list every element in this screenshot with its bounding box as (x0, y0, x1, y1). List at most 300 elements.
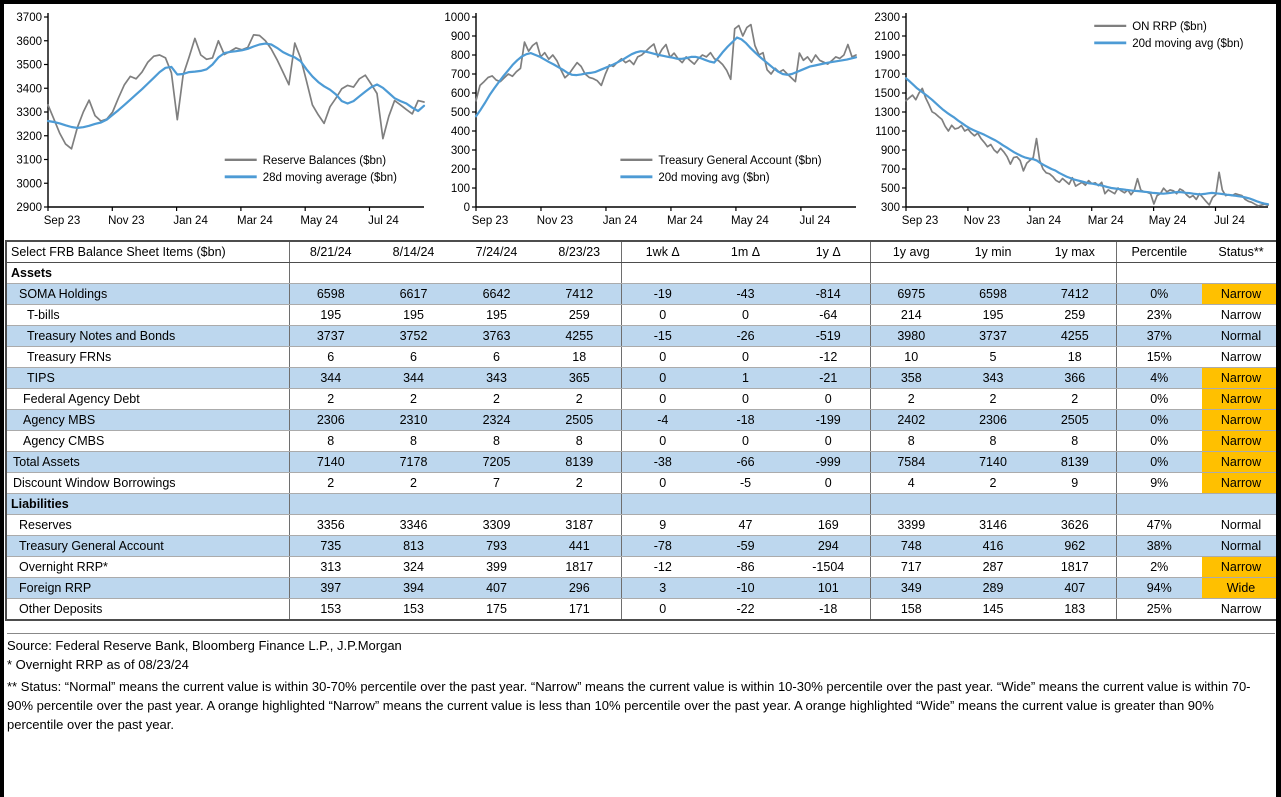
table-row (6, 557, 1281, 578)
value-cell: 153 (289, 599, 372, 621)
status-cell: Narrow (1202, 473, 1281, 494)
value-cell: 6 (289, 347, 372, 368)
y-tick-label: 1500 (874, 88, 900, 100)
series-line (476, 25, 856, 101)
y-tick-label: 3100 (16, 154, 42, 167)
legend-label: 20d moving avg ($bn) (658, 171, 770, 184)
section-empty-cell (1202, 263, 1281, 284)
table-row (6, 305, 1281, 326)
column-header: Status** (1202, 241, 1281, 263)
row-label: Treasury FRNs (6, 347, 289, 368)
value-cell: 813 (372, 536, 455, 557)
value-cell: 2 (455, 389, 538, 410)
row-label: Treasury Notes and Bonds (6, 326, 289, 347)
value-cell: 3737 (289, 326, 372, 347)
value-cell: 4255 (538, 326, 621, 347)
y-tick-label: 700 (880, 164, 900, 176)
section-header: Assets (6, 263, 289, 284)
table-row (6, 368, 1281, 389)
value-cell: 962 (1034, 536, 1116, 557)
y-tick-label: 800 (450, 50, 470, 62)
value-cell: 0 (621, 305, 704, 326)
value-cell: 289 (952, 578, 1034, 599)
value-cell: 748 (870, 536, 952, 557)
percentile-cell: 0% (1116, 389, 1202, 410)
status-cell: Narrow (1202, 410, 1281, 431)
value-cell: 2324 (455, 410, 538, 431)
x-tick-label: Sep 23 (901, 215, 939, 227)
series-line (48, 44, 424, 128)
x-tick-label: Mar 24 (236, 215, 273, 227)
status-cell: Narrow (1202, 347, 1281, 368)
y-tick-label: 900 (880, 145, 900, 157)
value-cell: 0 (621, 368, 704, 389)
section-empty-cell (621, 263, 704, 284)
section-empty-cell (372, 494, 455, 515)
percentile-cell: 37% (1116, 326, 1202, 347)
row-label: Federal Agency Debt (6, 389, 289, 410)
value-cell: 6617 (372, 284, 455, 305)
y-tick-label: 900 (450, 31, 470, 43)
section-empty-cell (1034, 494, 1116, 515)
percentile-cell: 9% (1116, 473, 1202, 494)
status-cell: Narrow (1202, 284, 1281, 305)
value-cell: 0 (787, 389, 870, 410)
value-cell: 6642 (455, 284, 538, 305)
value-cell: 3146 (952, 515, 1034, 536)
x-tick-label: May 24 (731, 215, 769, 227)
treasury-general-account-svg (436, 5, 864, 239)
value-cell: 171 (538, 599, 621, 621)
value-cell: 717 (870, 557, 952, 578)
value-cell: 3356 (289, 515, 372, 536)
percentile-cell: 25% (1116, 599, 1202, 621)
percentile-cell: 38% (1116, 536, 1202, 557)
value-cell: 397 (289, 578, 372, 599)
row-label: SOMA Holdings (6, 284, 289, 305)
x-tick-label: May 24 (1148, 215, 1187, 227)
source-note: Source: Federal Reserve Bank, Bloomberg Finance L.P., J.P.Morgan (7, 633, 1275, 656)
percentile-cell: 0% (1116, 284, 1202, 305)
value-cell: 2306 (952, 410, 1034, 431)
percentile-cell: 0% (1116, 452, 1202, 473)
table-row (6, 473, 1281, 494)
status-definition-note: ** Status: “Normal” means the current value is within 30-70% percentile over the past year. “Narrow” means the current value is within 10-30% percentile over the past year. “Wide” means the current value is within 70-90% percentile over the past year. A orange highlighted “Narrow” means the current value is less than 10% percentile over the past year. A orange highlighted “Wide” means the current value is greater than 90% percentile over the past year. (7, 679, 1251, 732)
column-header: 8/21/24 (289, 241, 372, 263)
value-cell: 7 (455, 473, 538, 494)
value-cell: -10 (704, 578, 787, 599)
section-empty-cell (870, 494, 952, 515)
percentile-cell: 4% (1116, 368, 1202, 389)
value-cell: -1504 (787, 557, 870, 578)
value-cell: 9 (621, 515, 704, 536)
status-cell: Normal (1202, 326, 1281, 347)
column-header: 7/24/24 (455, 241, 538, 263)
y-tick-label: 300 (880, 202, 900, 214)
section-empty-cell (1116, 263, 1202, 284)
value-cell: 3980 (870, 326, 952, 347)
x-tick-label: Mar 24 (1087, 215, 1124, 227)
value-cell: 7205 (455, 452, 538, 473)
y-tick-label: 0 (463, 202, 470, 214)
value-cell: 1 (704, 368, 787, 389)
value-cell: 2 (952, 473, 1034, 494)
value-cell: 3309 (455, 515, 538, 536)
value-cell: 9 (1034, 473, 1116, 494)
table-row (6, 347, 1281, 368)
x-tick-label: Jan 24 (1026, 215, 1062, 227)
legend-label: 20d moving avg ($bn) (1132, 37, 1244, 50)
y-tick-label: 3000 (16, 178, 42, 191)
value-cell: 3 (621, 578, 704, 599)
column-header: 1wk Δ (621, 241, 704, 263)
value-cell: -66 (704, 452, 787, 473)
value-cell: 793 (455, 536, 538, 557)
y-tick-label: 3300 (16, 107, 42, 119)
value-cell: 2306 (289, 410, 372, 431)
value-cell: -22 (704, 599, 787, 621)
value-cell: 2505 (1034, 410, 1116, 431)
y-tick-label: 3400 (16, 83, 42, 96)
value-cell: 3763 (455, 326, 538, 347)
x-tick-label: Nov 23 (963, 215, 1001, 227)
value-cell: 183 (1034, 599, 1116, 621)
status-cell: Wide (1202, 578, 1281, 599)
x-tick-label: Sep 23 (43, 215, 81, 227)
value-cell: 2 (372, 473, 455, 494)
value-cell: 2 (538, 473, 621, 494)
value-cell: 7412 (1034, 284, 1116, 305)
value-cell: 3737 (952, 326, 1034, 347)
value-cell: 349 (870, 578, 952, 599)
section-empty-cell (455, 494, 538, 515)
value-cell: 7140 (289, 452, 372, 473)
y-tick-label: 1300 (874, 107, 900, 119)
value-cell: 153 (372, 599, 455, 621)
status-cell: Narrow (1202, 557, 1281, 578)
value-cell: 343 (455, 368, 538, 389)
x-tick-label: Nov 23 (536, 215, 574, 227)
value-cell: -519 (787, 326, 870, 347)
row-label: Agency MBS (6, 410, 289, 431)
value-cell: 1817 (538, 557, 621, 578)
table-row (6, 431, 1281, 452)
row-label: Discount Window Borrowings (6, 473, 289, 494)
value-cell: -999 (787, 452, 870, 473)
value-cell: -199 (787, 410, 870, 431)
row-label: Other Deposits (6, 599, 289, 621)
x-tick-label: Jan 24 (602, 215, 638, 227)
value-cell: 8139 (1034, 452, 1116, 473)
balance-sheet-table-wrap (5, 240, 1281, 621)
value-cell: 3187 (538, 515, 621, 536)
section-empty-cell (952, 263, 1034, 284)
value-cell: 259 (1034, 305, 1116, 326)
value-cell: 313 (289, 557, 372, 578)
y-tick-label: 3200 (16, 130, 42, 143)
series-line (906, 78, 1268, 204)
section-empty-cell (372, 263, 455, 284)
value-cell: 10 (870, 347, 952, 368)
status-cell: Narrow (1202, 452, 1281, 473)
value-cell: 2505 (538, 410, 621, 431)
value-cell: 0 (704, 389, 787, 410)
y-tick-label: 2900 (16, 202, 42, 214)
value-cell: 2 (372, 389, 455, 410)
y-tick-label: 300 (450, 145, 470, 157)
value-cell: 343 (952, 368, 1034, 389)
series-line (906, 88, 1268, 205)
value-cell: 214 (870, 305, 952, 326)
value-cell: 358 (870, 368, 952, 389)
y-tick-label: 500 (450, 107, 470, 119)
percentile-cell: 0% (1116, 431, 1202, 452)
row-label: Reserves (6, 515, 289, 536)
row-label: TIPS (6, 368, 289, 389)
status-cell: Narrow (1202, 368, 1281, 389)
value-cell: 2310 (372, 410, 455, 431)
value-cell: 2 (952, 389, 1034, 410)
value-cell: -78 (621, 536, 704, 557)
value-cell: -15 (621, 326, 704, 347)
y-tick-label: 3600 (16, 35, 42, 48)
value-cell: 294 (787, 536, 870, 557)
value-cell: 407 (1034, 578, 1116, 599)
y-tick-label: 700 (450, 69, 470, 81)
legend-label: Reserve Balances ($bn) (262, 154, 387, 167)
table-title: Select FRB Balance Sheet Items ($bn) (6, 241, 289, 263)
value-cell: 0 (704, 347, 787, 368)
section-empty-cell (704, 263, 787, 284)
table-row (6, 410, 1281, 431)
value-cell: 195 (455, 305, 538, 326)
value-cell: 344 (372, 368, 455, 389)
status-cell: Narrow (1202, 431, 1281, 452)
row-label: T-bills (6, 305, 289, 326)
value-cell: 366 (1034, 368, 1116, 389)
percentile-cell: 94% (1116, 578, 1202, 599)
balance-sheet-table (5, 240, 1281, 621)
percentile-cell: 0% (1116, 410, 1202, 431)
value-cell: 7584 (870, 452, 952, 473)
value-cell: 296 (538, 578, 621, 599)
x-tick-label: Jul 24 (368, 215, 399, 227)
percentile-cell: 47% (1116, 515, 1202, 536)
table-row (6, 389, 1281, 410)
value-cell: 18 (538, 347, 621, 368)
on-rrp-chart (866, 5, 1276, 239)
value-cell: 399 (455, 557, 538, 578)
value-cell: 0 (621, 347, 704, 368)
value-cell: 2 (289, 473, 372, 494)
percentile-cell: 2% (1116, 557, 1202, 578)
value-cell: 7412 (538, 284, 621, 305)
row-label: Agency CMBS (6, 431, 289, 452)
value-cell: 324 (372, 557, 455, 578)
x-tick-label: Jul 24 (1214, 215, 1245, 227)
value-cell: 0 (621, 431, 704, 452)
value-cell: 2 (870, 389, 952, 410)
treasury-general-account-chart (436, 5, 864, 239)
y-tick-label: 3700 (16, 12, 42, 24)
section-empty-cell (704, 494, 787, 515)
value-cell: -43 (704, 284, 787, 305)
section-empty-cell (1034, 263, 1116, 284)
value-cell: 394 (372, 578, 455, 599)
value-cell: 0 (704, 431, 787, 452)
value-cell: 0 (704, 305, 787, 326)
section-empty-cell (289, 263, 372, 284)
value-cell: -38 (621, 452, 704, 473)
column-header: 1y max (1034, 241, 1116, 263)
row-label: Treasury General Account (6, 536, 289, 557)
row-label: Foreign RRP (6, 578, 289, 599)
value-cell: 195 (372, 305, 455, 326)
column-header: 1m Δ (704, 241, 787, 263)
value-cell: 6598 (952, 284, 1034, 305)
column-header: 1y min (952, 241, 1034, 263)
y-tick-label: 100 (450, 183, 470, 195)
value-cell: 5 (952, 347, 1034, 368)
legend-label: 28d moving average ($bn) (262, 171, 397, 184)
value-cell: 2 (289, 389, 372, 410)
value-cell: -18 (787, 599, 870, 621)
status-cell: Narrow (1202, 305, 1281, 326)
section-empty-cell (455, 263, 538, 284)
value-cell: -814 (787, 284, 870, 305)
table-row (6, 515, 1281, 536)
table-row (6, 326, 1281, 347)
value-cell: -12 (787, 347, 870, 368)
x-tick-label: Jan 24 (173, 215, 208, 227)
value-cell: 8 (538, 431, 621, 452)
value-cell: 287 (952, 557, 1034, 578)
value-cell: 8139 (538, 452, 621, 473)
series-line (476, 38, 856, 117)
section-empty-cell (787, 263, 870, 284)
value-cell: 0 (787, 431, 870, 452)
value-cell: 18 (1034, 347, 1116, 368)
x-tick-label: Mar 24 (667, 215, 703, 227)
status-cell: Normal (1202, 536, 1281, 557)
value-cell: 416 (952, 536, 1034, 557)
value-cell: 0 (787, 473, 870, 494)
section-header: Liabilities (6, 494, 289, 515)
y-tick-label: 1700 (874, 69, 900, 81)
y-tick-label: 3500 (16, 59, 42, 72)
section-empty-cell (538, 263, 621, 284)
value-cell: 2 (1034, 389, 1116, 410)
value-cell: 4255 (1034, 326, 1116, 347)
y-tick-label: 500 (880, 183, 900, 195)
value-cell: 145 (952, 599, 1034, 621)
row-label: Total Assets (6, 452, 289, 473)
value-cell: 169 (787, 515, 870, 536)
value-cell: 1817 (1034, 557, 1116, 578)
value-cell: 8 (372, 431, 455, 452)
value-cell: 0 (621, 389, 704, 410)
x-tick-label: Sep 23 (471, 215, 509, 227)
row-label: Overnight RRP* (6, 557, 289, 578)
y-tick-label: 200 (450, 164, 470, 176)
value-cell: 8 (289, 431, 372, 452)
section-empty-cell (1116, 494, 1202, 515)
reserve-balances-chart (8, 5, 432, 239)
value-cell: -5 (704, 473, 787, 494)
value-cell: 6 (455, 347, 538, 368)
value-cell: 8 (455, 431, 538, 452)
value-cell: 7140 (952, 452, 1034, 473)
value-cell: 3346 (372, 515, 455, 536)
section-empty-cell (538, 494, 621, 515)
y-tick-label: 400 (450, 126, 470, 138)
value-cell: -64 (787, 305, 870, 326)
table-row (6, 452, 1281, 473)
value-cell: 47 (704, 515, 787, 536)
value-cell: 3399 (870, 515, 952, 536)
table-row (6, 599, 1281, 621)
column-header: 1y avg (870, 241, 952, 263)
value-cell: 344 (289, 368, 372, 389)
x-tick-label: May 24 (300, 215, 339, 227)
column-header: 8/23/23 (538, 241, 621, 263)
x-tick-label: Jul 24 (799, 215, 831, 227)
value-cell: -19 (621, 284, 704, 305)
value-cell: -21 (787, 368, 870, 389)
value-cell: 441 (538, 536, 621, 557)
value-cell: -26 (704, 326, 787, 347)
column-header: 8/14/24 (372, 241, 455, 263)
value-cell: -59 (704, 536, 787, 557)
value-cell: 2402 (870, 410, 952, 431)
value-cell: 365 (538, 368, 621, 389)
value-cell: 158 (870, 599, 952, 621)
value-cell: -12 (621, 557, 704, 578)
x-tick-label: Nov 23 (108, 215, 145, 227)
value-cell: 407 (455, 578, 538, 599)
value-cell: 4 (870, 473, 952, 494)
value-cell: 8 (952, 431, 1034, 452)
value-cell: 3752 (372, 326, 455, 347)
column-header: 1y Δ (787, 241, 870, 263)
legend-label: ON RRP ($bn) (1132, 20, 1207, 33)
status-cell: Narrow (1202, 389, 1281, 410)
status-cell: Normal (1202, 515, 1281, 536)
table-row (6, 536, 1281, 557)
value-cell: 6598 (289, 284, 372, 305)
legend-label: Treasury General Account ($bn) (658, 154, 822, 167)
section-empty-cell (621, 494, 704, 515)
value-cell: -18 (704, 410, 787, 431)
table-row (6, 284, 1281, 305)
value-cell: 175 (455, 599, 538, 621)
y-tick-label: 1000 (444, 12, 470, 24)
y-tick-label: 2100 (874, 31, 900, 43)
value-cell: 0 (621, 473, 704, 494)
value-cell: 0 (621, 599, 704, 621)
value-cell: 735 (289, 536, 372, 557)
column-header: Percentile (1116, 241, 1202, 263)
y-tick-label: 600 (450, 88, 470, 100)
section-empty-cell (870, 263, 952, 284)
percentile-cell: 15% (1116, 347, 1202, 368)
value-cell: 2 (538, 389, 621, 410)
on-rrp-svg (866, 5, 1276, 239)
y-tick-label: 1900 (874, 50, 900, 62)
section-empty-cell (952, 494, 1034, 515)
value-cell: 259 (538, 305, 621, 326)
y-tick-label: 2300 (874, 12, 900, 24)
